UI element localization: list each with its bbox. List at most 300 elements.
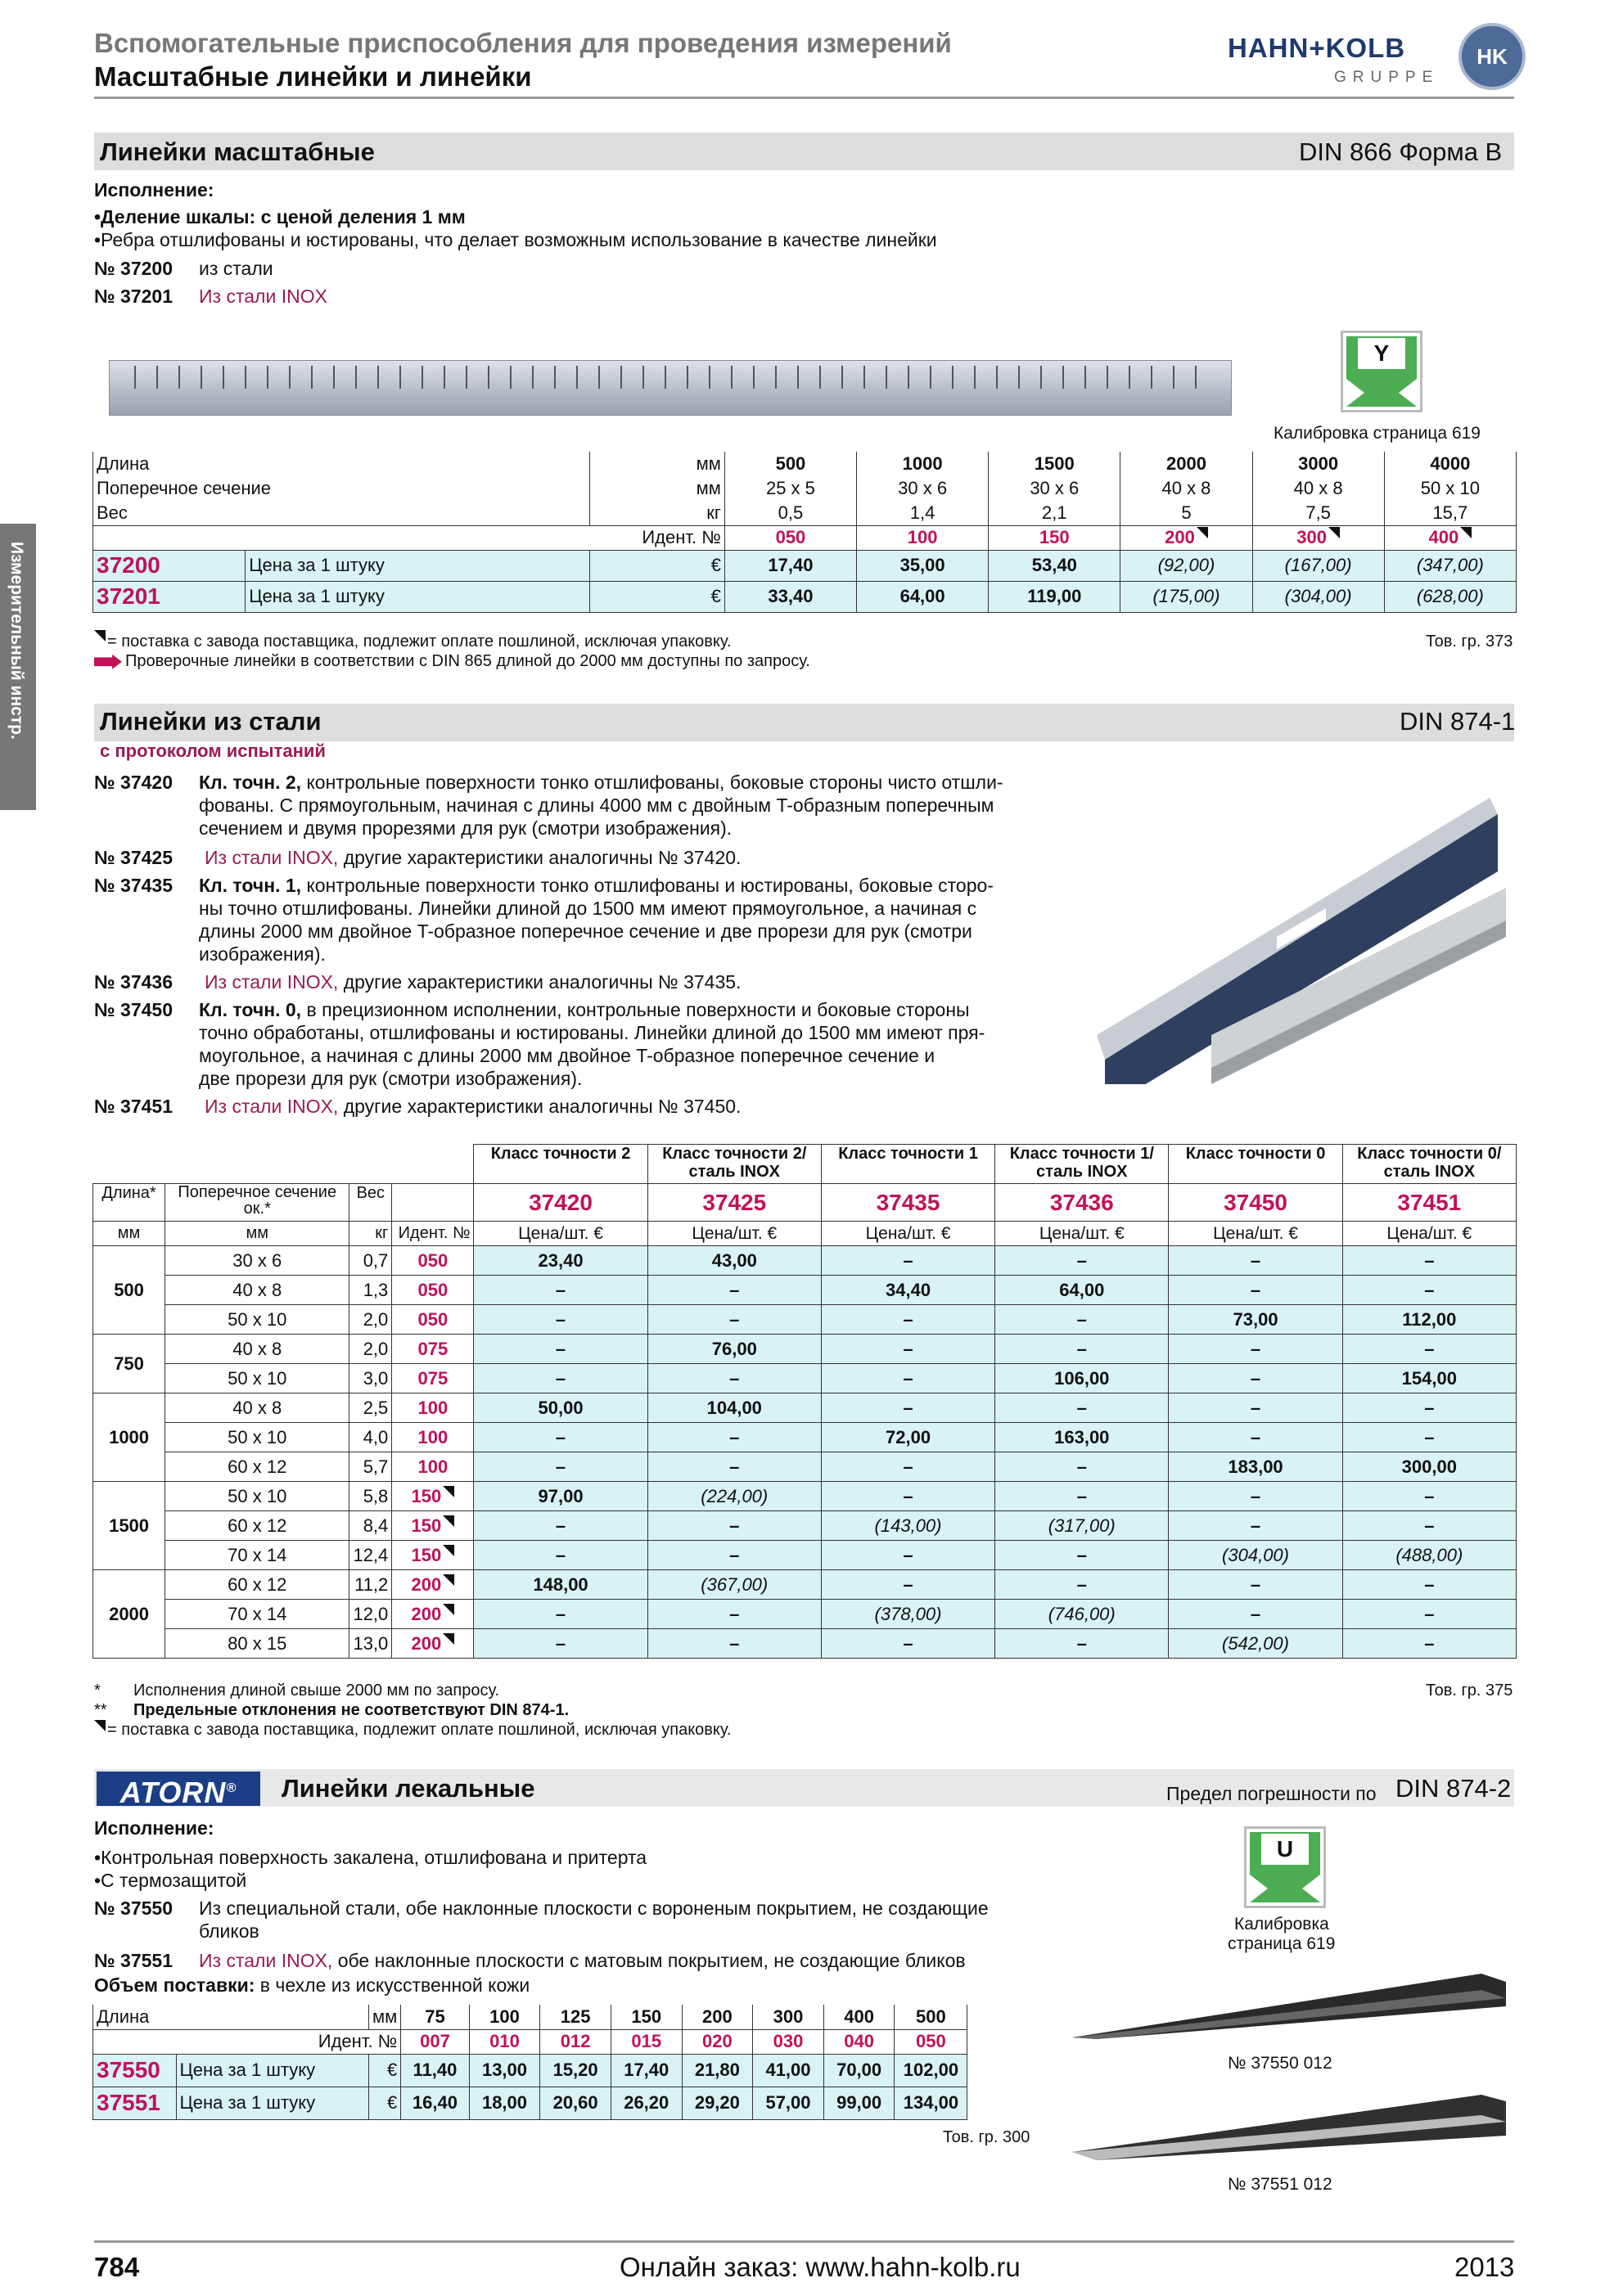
footer-year: 2013 xyxy=(1454,2252,1515,2282)
price-cell: (347,00) xyxy=(1384,550,1516,581)
price-cell: – xyxy=(995,1452,1169,1482)
unit: мм xyxy=(93,1222,165,1246)
length-cell: 1000 xyxy=(857,452,989,476)
class-header xyxy=(474,1145,647,1184)
table-row xyxy=(93,1222,1517,1246)
footnote-marker: ** xyxy=(94,1701,107,1719)
ident-cell xyxy=(857,525,989,550)
ident-cell: 040 xyxy=(823,2029,895,2054)
ident-value: 200 xyxy=(411,1603,442,1624)
section-cell: 70 x 14 xyxy=(165,1541,349,1570)
table-row xyxy=(93,1629,1517,1659)
ident-cell xyxy=(392,1511,474,1541)
article-desc: Из специальной стали, обе наклонные плоскости с вороненым покрытием, не создающие xyxy=(199,1898,989,1919)
section-cell: 30 x 6 xyxy=(989,476,1120,501)
col-header: Длина* xyxy=(93,1184,165,1222)
image-caption: № 37550 012 xyxy=(1228,2054,1332,2073)
price-cell: – xyxy=(647,1629,821,1659)
price-cell: (143,00) xyxy=(821,1511,994,1541)
price-cell: (628,00) xyxy=(1384,581,1516,612)
class-header xyxy=(995,1145,1169,1184)
logo-text: HAHN+KOLB xyxy=(1228,33,1406,63)
section-cell: 30 x 6 xyxy=(165,1246,349,1276)
price-unit: Цена/шт. € xyxy=(1342,1222,1516,1246)
price-unit: Цена/шт. € xyxy=(647,1222,821,1246)
section-standard: DIN 874-1 xyxy=(1400,707,1516,736)
price-cell: 148,00 xyxy=(474,1570,647,1600)
ident-value: 100 xyxy=(907,527,938,547)
customs-flag-icon xyxy=(94,630,106,642)
ident-cell xyxy=(392,1246,474,1276)
customs-flag-icon xyxy=(443,1604,454,1615)
col-header-line1: Поперечное сечение xyxy=(178,1183,337,1201)
price-cell: – xyxy=(821,1364,994,1393)
price-cell: 72,00 xyxy=(821,1423,994,1452)
class-header-line2: сталь INOX xyxy=(1383,1163,1476,1181)
length-cell: 400 xyxy=(823,2005,895,2029)
price-cell: 18,00 xyxy=(469,2087,540,2119)
price-cell: – xyxy=(1169,1570,1342,1600)
bullet: •Деление шкалы: с ценой деления 1 мм xyxy=(94,206,466,227)
ident-cell: 020 xyxy=(682,2029,753,2054)
article-desc xyxy=(199,1949,966,1972)
class-header-line2: сталь INOX xyxy=(1036,1163,1128,1181)
length-cell: 200 xyxy=(682,2005,753,2029)
length-cell: 2000 xyxy=(1120,452,1252,476)
row-label: Поперечное сечение xyxy=(93,476,590,501)
table-row xyxy=(93,1305,1517,1335)
row-label: Вес xyxy=(93,501,590,525)
footnote xyxy=(94,1681,500,1700)
price-cell: 183,00 xyxy=(1169,1452,1342,1482)
price-cell: 16,40 xyxy=(401,2087,469,2119)
article-number: 37450 xyxy=(1169,1184,1342,1222)
price-table-37550 xyxy=(92,2005,1042,2120)
footnote xyxy=(94,1700,570,1720)
weight-cell: 4,0 xyxy=(349,1423,392,1452)
price-cell: – xyxy=(474,1541,647,1570)
price-cell: 154,00 xyxy=(1342,1364,1516,1393)
page-number: 784 xyxy=(94,2252,140,2282)
ident-value: 100 xyxy=(417,1426,449,1447)
class-header-line1: Класс точности 0/ xyxy=(1357,1145,1502,1163)
length-cell: 100 xyxy=(469,2005,540,2029)
table-row xyxy=(93,452,1517,476)
table-row xyxy=(93,1145,1517,1184)
section-title: Линейки из стали xyxy=(100,707,322,736)
price-cell: 300,00 xyxy=(1342,1452,1516,1482)
price-cell: – xyxy=(821,1629,994,1659)
length-cell: 3000 xyxy=(1252,452,1384,476)
side-tab xyxy=(0,524,36,810)
ident-cell xyxy=(724,525,856,550)
price-cell: – xyxy=(647,1600,821,1629)
class-header xyxy=(1169,1145,1342,1184)
price-cell: 50,00 xyxy=(474,1393,647,1423)
article-no: № 37420 xyxy=(94,772,173,793)
price-cell: (175,00) xyxy=(1120,581,1252,612)
ident-cell xyxy=(392,1335,474,1364)
article-number: 37436 xyxy=(995,1184,1169,1222)
price-cell: (378,00) xyxy=(821,1600,994,1629)
table-row xyxy=(93,1246,1517,1276)
price-cell: (304,00) xyxy=(1252,581,1384,612)
price-cell: 119,00 xyxy=(989,581,1120,612)
ident-cell xyxy=(392,1600,474,1629)
bullet: •Контрольная поверхность закалена, отшлифована и притерта xyxy=(94,1847,647,1868)
price-cell: – xyxy=(1169,1600,1342,1629)
section-cell: 50 x 10 xyxy=(165,1305,349,1335)
section-title: Линейки масштабные xyxy=(100,137,375,166)
table-row xyxy=(93,525,1517,550)
ident-value: 200 xyxy=(411,1573,442,1595)
customs-flag-icon xyxy=(443,1545,454,1556)
price-cell: 104,00 xyxy=(647,1393,821,1423)
article-number: 37435 xyxy=(821,1184,994,1222)
ident-value: 150 xyxy=(411,1485,442,1506)
desc-text: точно обработаны, отшлифованы и юстированы. Линейки длиной до 1500 мм имеют пря- xyxy=(199,1022,985,1043)
ident-cell: 050 xyxy=(895,2029,967,2054)
price-cell: – xyxy=(821,1305,994,1335)
price-cell: 23,40 xyxy=(474,1246,647,1276)
material: Из стали INOX, xyxy=(205,1096,339,1117)
class-header-line1: Класс точности 2 xyxy=(490,1145,631,1163)
price-cell: – xyxy=(1169,1423,1342,1452)
steel-table-body xyxy=(93,1246,1517,1659)
price-cell: – xyxy=(1342,1335,1516,1364)
material: Из стали INOX, xyxy=(199,1950,333,1971)
price-cell: 53,40 xyxy=(989,550,1120,581)
section-subtitle: с протоколом испытаний xyxy=(100,741,326,761)
price-cell: – xyxy=(647,1423,821,1452)
ident-label: Идент. № xyxy=(93,525,725,550)
price-cell: 76,00 xyxy=(647,1335,821,1364)
price-cell: 57,00 xyxy=(753,2087,824,2119)
unit: мм xyxy=(589,452,724,476)
length-cell: 150 xyxy=(611,2005,682,2029)
length-cell: 500 xyxy=(895,2005,967,2029)
price-cell: – xyxy=(1169,1393,1342,1423)
table-row xyxy=(93,1184,1517,1222)
class-header xyxy=(647,1145,821,1184)
price-cell: – xyxy=(995,1570,1169,1600)
side-tab-label: Измерительный инстр. xyxy=(7,542,26,740)
desc-text: фованы. С прямоугольным, начиная с длины 4000 мм с двойным T-образным поперечным xyxy=(199,795,994,816)
price-cell: – xyxy=(995,1629,1169,1659)
price-cell: – xyxy=(821,1246,994,1276)
table-row xyxy=(93,1482,1517,1511)
currency: € xyxy=(369,2087,401,2119)
price-cell: – xyxy=(995,1246,1169,1276)
row-label: Длина xyxy=(93,452,590,476)
price-label: Цена за 1 штуку xyxy=(246,581,589,612)
section-cell: 60 x 12 xyxy=(165,1570,349,1600)
weight-cell: 1,3 xyxy=(349,1276,392,1305)
col-header xyxy=(165,1184,349,1222)
table-row xyxy=(93,1511,1517,1541)
footnote-text: = поставка с завода поставщика, подлежит оплате пошлиной, исключая упаковку. xyxy=(107,1721,732,1739)
section-cell: 40 x 8 xyxy=(165,1393,349,1423)
price-cell: (92,00) xyxy=(1120,550,1252,581)
ident-cell: 010 xyxy=(469,2029,540,2054)
price-cell: (304,00) xyxy=(1169,1541,1342,1570)
price-cell: – xyxy=(647,1364,821,1393)
price-cell: 64,00 xyxy=(995,1276,1169,1305)
desc-text: другие характеристики аналогичны № 37435. xyxy=(338,971,742,993)
goods-group: Тов. гр. 373 xyxy=(1426,633,1513,651)
price-cell: (746,00) xyxy=(995,1600,1169,1629)
price-cell: – xyxy=(1169,1276,1342,1305)
calibration-badge xyxy=(1341,331,1422,412)
ident-value: 050 xyxy=(417,1249,449,1271)
customs-flag-icon xyxy=(443,1633,454,1645)
customs-flag-icon xyxy=(94,1720,106,1731)
length-cell: 75 xyxy=(401,2005,469,2029)
hahn-kolb-logo xyxy=(1228,23,1531,93)
desc-text: в прецизионном исполнении, контрольные поверхности и боковые стороны xyxy=(301,999,970,1020)
footnote-marker: * xyxy=(94,1681,101,1699)
weight-cell: 2,5 xyxy=(349,1393,392,1423)
calibration-badge xyxy=(1244,1826,1326,1908)
brand-name: ATORN xyxy=(119,1776,227,1809)
price-cell: – xyxy=(1342,1423,1516,1452)
weight-cell: 5,8 xyxy=(349,1482,392,1511)
bullet: •Ребра отшлифованы и юстированы, что делает возможным использование в качестве линейки xyxy=(94,229,937,250)
price-cell: 35,00 xyxy=(857,550,989,581)
section-cell: 70 x 14 xyxy=(165,1600,349,1629)
price-cell: 21,80 xyxy=(682,2054,753,2087)
ident-label: Идент. № xyxy=(93,2029,401,2054)
article-number: 37551 xyxy=(93,2087,177,2119)
ident-cell xyxy=(392,1276,474,1305)
weight-cell: 15,7 xyxy=(1384,501,1516,525)
article-desc: Из стали INOX xyxy=(199,286,327,307)
ident-cell xyxy=(392,1423,474,1452)
ident-cell xyxy=(392,1305,474,1335)
price-cell: – xyxy=(995,1541,1169,1570)
table-row xyxy=(93,1364,1517,1393)
arrow-icon xyxy=(94,655,122,669)
header-category: Вспомогательные приспособления для проведения измерений xyxy=(94,28,952,58)
price-cell: – xyxy=(1342,1600,1516,1629)
goods-group: Тов. гр. 300 xyxy=(943,2128,1030,2146)
ident-cell xyxy=(989,525,1120,550)
badge-letter: Y xyxy=(1358,338,1405,369)
table-row xyxy=(93,476,1517,501)
unit: кг xyxy=(589,501,724,525)
price-cell: 163,00 xyxy=(995,1423,1169,1452)
price-cell: 70,00 xyxy=(823,2054,895,2087)
ident-value: 075 xyxy=(417,1338,449,1359)
price-cell: – xyxy=(1342,1570,1516,1600)
header-rule xyxy=(94,97,1514,99)
price-cell: 20,60 xyxy=(540,2087,611,2119)
table-row xyxy=(93,1393,1517,1423)
accuracy-class: Кл. точн. 0, xyxy=(199,999,302,1020)
steel-rulers-table xyxy=(92,1144,1517,1659)
length-cell: 300 xyxy=(753,2005,824,2029)
price-cell: 102,00 xyxy=(895,2054,967,2087)
scope-label: Объем поставки: xyxy=(94,1974,255,1996)
footnote-text: Исполнения длиной свыше 2000 мм по запросу. xyxy=(133,1681,500,1699)
ident-value: 050 xyxy=(775,527,806,547)
weight-cell: 11,2 xyxy=(349,1570,392,1600)
unit: мм xyxy=(369,2005,401,2029)
class-header xyxy=(821,1145,994,1184)
currency: € xyxy=(369,2054,401,2087)
price-cell: – xyxy=(1342,1482,1516,1511)
length-cell: 1500 xyxy=(93,1482,165,1570)
price-cell: – xyxy=(474,1600,647,1629)
section-cell: 60 x 12 xyxy=(165,1452,349,1482)
price-unit: Цена/шт. € xyxy=(821,1222,994,1246)
price-cell: 134,00 xyxy=(895,2087,967,2119)
ident-value: 050 xyxy=(417,1279,449,1300)
class-header-line1: Класс точности 1/ xyxy=(1009,1145,1154,1163)
article-no: № 37551 xyxy=(94,1950,173,1971)
weight-cell: 0,7 xyxy=(349,1246,392,1276)
calibration-note: Калибровка xyxy=(1234,1915,1329,1934)
weight-cell: 5 xyxy=(1120,501,1252,525)
price-cell: 17,40 xyxy=(611,2054,682,2087)
ident-cell: 007 xyxy=(401,2029,469,2054)
price-cell: – xyxy=(474,1335,647,1364)
ident-value: 200 xyxy=(411,1632,442,1654)
article-no: № 37435 xyxy=(94,875,173,896)
price-cell: 11,40 xyxy=(401,2054,469,2087)
section-cell: 40 x 8 xyxy=(165,1335,349,1364)
section-cell: 25 x 5 xyxy=(724,476,856,501)
calibration-note: Калибровка страница 619 xyxy=(1274,424,1481,443)
article-number: 37200 xyxy=(93,550,246,581)
image-caption: № 37551 012 xyxy=(1228,2175,1332,2194)
ident-cell xyxy=(1120,525,1252,550)
price-cell: 43,00 xyxy=(647,1246,821,1276)
price-cell: 15,20 xyxy=(540,2054,611,2087)
ident-value: 100 xyxy=(417,1456,449,1477)
length-cell: 1500 xyxy=(989,452,1120,476)
ident-cell: 030 xyxy=(753,2029,824,2054)
price-cell: 99,00 xyxy=(823,2087,895,2119)
section-cell: 40 x 8 xyxy=(1120,476,1252,501)
table-row xyxy=(93,2054,1042,2087)
ident-cell xyxy=(392,1570,474,1600)
customs-flag-icon xyxy=(1460,527,1472,538)
price-cell: – xyxy=(821,1393,994,1423)
desc-text: другие характеристики аналогичны № 37420. xyxy=(338,847,742,868)
price-cell: – xyxy=(474,1511,647,1541)
price-cell: 33,40 xyxy=(724,581,856,612)
price-cell: – xyxy=(821,1570,994,1600)
badge-letter: U xyxy=(1261,1834,1309,1865)
article-number: 37451 xyxy=(1342,1184,1516,1222)
desc-text: две прорези для рук (смотри изображения). xyxy=(199,1068,583,1089)
table-row xyxy=(93,581,1517,612)
section-cell: 50 x 10 xyxy=(165,1423,349,1452)
section-cell: 40 x 8 xyxy=(165,1276,349,1305)
desc-text: контрольные поверхности тонко отшлифованы, боковые стороны чисто отшли- xyxy=(301,772,1003,793)
article-number: 37550 xyxy=(93,2054,177,2087)
section-standard: DIN 866 Форма B xyxy=(1299,137,1503,166)
class-header-line1: Класс точности 0 xyxy=(1185,1145,1326,1163)
article-no: № 37425 xyxy=(94,847,173,868)
knife-edge-ruler-image xyxy=(1072,2095,1506,2160)
goods-group: Тов. гр. 375 xyxy=(1426,1681,1513,1699)
material: Из стали INOX, xyxy=(205,847,339,868)
article-number: 37425 xyxy=(647,1184,821,1222)
price-cell: – xyxy=(647,1541,821,1570)
length-cell: 500 xyxy=(724,452,856,476)
class-header-line2: сталь INOX xyxy=(688,1163,781,1181)
price-unit: Цена/шт. € xyxy=(1169,1222,1342,1246)
calibration-note: страница 619 xyxy=(1228,1934,1336,1953)
price-cell: – xyxy=(647,1276,821,1305)
price-label: Цена за 1 штуку xyxy=(176,2054,369,2087)
delivery-scope xyxy=(94,1974,530,1997)
unit: мм xyxy=(165,1222,349,1246)
weight-cell: 12,0 xyxy=(349,1600,392,1629)
bullet: •С термозащитой xyxy=(94,1870,247,1891)
price-cell: – xyxy=(821,1541,994,1570)
price-cell: – xyxy=(821,1335,994,1364)
ident-value: 150 xyxy=(1039,527,1070,547)
ident-value: 300 xyxy=(1296,527,1327,547)
length-cell: 4000 xyxy=(1384,452,1516,476)
price-cell: 29,20 xyxy=(682,2087,753,2119)
price-cell: (542,00) xyxy=(1169,1629,1342,1659)
weight-cell: 12,4 xyxy=(349,1541,392,1570)
row-label: Длина xyxy=(93,2005,369,2029)
page-title: Масштабные линейки и линейки xyxy=(94,61,532,92)
price-cell: – xyxy=(821,1482,994,1511)
price-cell: – xyxy=(995,1305,1169,1335)
price-label: Цена за 1 штуку xyxy=(176,2087,369,2119)
ident-cell xyxy=(392,1364,474,1393)
accuracy-class: Кл. точн. 2, xyxy=(199,772,302,793)
length-cell: 2000 xyxy=(93,1570,165,1659)
scale-ruler-image xyxy=(109,360,1232,416)
ident-cell xyxy=(1384,525,1516,550)
ident-value: 200 xyxy=(1165,527,1195,547)
material: Из стали INOX, xyxy=(205,971,339,993)
table-row xyxy=(93,2029,1042,2054)
article-number: 37201 xyxy=(93,581,246,612)
price-cell: 73,00 xyxy=(1169,1305,1342,1335)
article-desc xyxy=(199,771,1003,794)
price-cell: – xyxy=(474,1423,647,1452)
article-no: № 37201 xyxy=(94,286,173,307)
article-desc xyxy=(205,846,741,869)
price-cell: – xyxy=(647,1305,821,1335)
table-row xyxy=(93,2087,1042,2119)
article-desc xyxy=(205,1095,741,1118)
price-cell: – xyxy=(1342,1246,1516,1276)
currency: € xyxy=(589,550,724,581)
footer-url: Онлайн заказ: www.hahn-kolb.ru xyxy=(620,2252,1021,2282)
logo-subtitle: GRUPPE xyxy=(1334,69,1440,86)
price-cell: – xyxy=(995,1335,1169,1364)
customs-flag-icon xyxy=(443,1574,454,1586)
article-no: № 37550 xyxy=(94,1898,173,1919)
col-header: Вес xyxy=(349,1184,392,1222)
price-cell: – xyxy=(1342,1511,1516,1541)
weight-cell: 8,4 xyxy=(349,1511,392,1541)
price-unit: Цена/шт. € xyxy=(474,1222,647,1246)
table-row xyxy=(93,1335,1517,1364)
article-desc xyxy=(199,998,970,1021)
atorn-logo xyxy=(97,1772,260,1809)
price-unit: Цена/шт. € xyxy=(995,1222,1169,1246)
